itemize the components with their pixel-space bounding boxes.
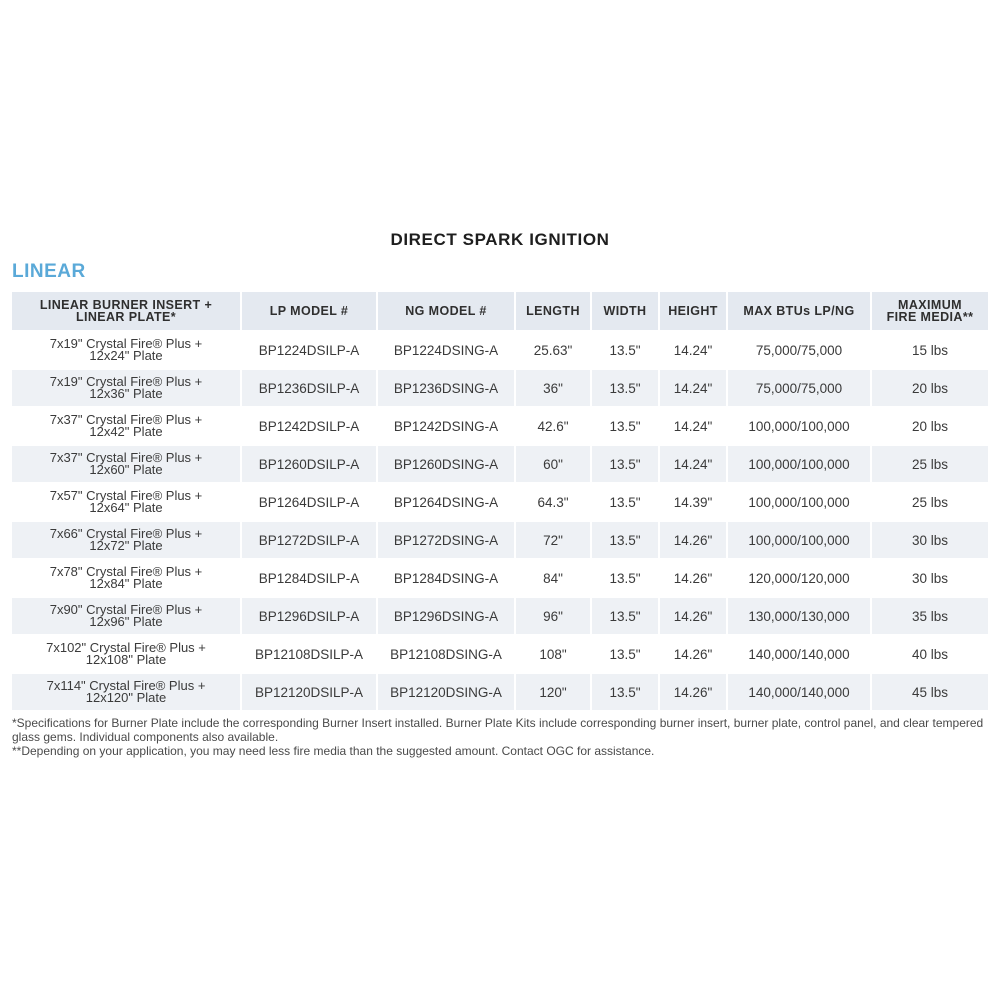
height-cell: 14.39" <box>660 484 728 522</box>
insert-description: 7x37" Crystal Fire® Plus + <box>49 450 203 465</box>
ng-model-cell: BP1224DSING-A <box>378 332 516 370</box>
ng-model-cell: BP12120DSING-A <box>378 674 516 712</box>
insert-description: 7x19" Crystal Fire® Plus + <box>49 336 203 351</box>
fire-media-cell: 25 lbs <box>872 446 988 484</box>
ng-model-cell: BP1236DSING-A <box>378 370 516 408</box>
table-row <box>12 560 988 598</box>
length-cell: 42.6" <box>516 408 592 446</box>
max-btus-cell: 140,000/140,000 <box>728 636 872 674</box>
description-cell <box>12 636 242 674</box>
description-cell <box>12 484 242 522</box>
spec-table <box>12 292 988 712</box>
height-cell: 14.26" <box>660 674 728 712</box>
description-cell <box>12 332 242 370</box>
lp-model-cell: BP1272DSILP-A <box>242 522 378 560</box>
fire-media-cell: 30 lbs <box>872 522 988 560</box>
footnote-fire-media: **Depending on your application, you may need less fire media than the suggested amount. Contact OGC for assistance. <box>12 744 655 758</box>
table-row <box>12 522 988 560</box>
plate-description: 12x108" Plate <box>85 652 167 667</box>
lp-model-cell: BP1236DSILP-A <box>242 370 378 408</box>
fire-media-cell: 30 lbs <box>872 560 988 598</box>
table-row <box>12 636 988 674</box>
length-cell: 96" <box>516 598 592 636</box>
max-btus-cell: 130,000/130,000 <box>728 598 872 636</box>
insert-description: 7x66" Crystal Fire® Plus + <box>49 526 203 541</box>
length-cell: 72" <box>516 522 592 560</box>
width-cell: 13.5" <box>592 370 660 408</box>
insert-description: 7x37" Crystal Fire® Plus + <box>49 412 203 427</box>
max-btus-cell: 100,000/100,000 <box>728 522 872 560</box>
insert-description: 7x78" Crystal Fire® Plus + <box>49 564 203 579</box>
plate-description: 12x24" Plate <box>89 348 163 363</box>
width-cell: 13.5" <box>592 674 660 712</box>
lp-model-cell: BP1242DSILP-A <box>242 408 378 446</box>
lp-model-cell: BP1284DSILP-A <box>242 560 378 598</box>
column-header-description: LINEAR BURNER INSERT + LINEAR PLATE* <box>12 292 242 332</box>
ng-model-cell: BP1296DSING-A <box>378 598 516 636</box>
length-cell: 36" <box>516 370 592 408</box>
footnotes <box>12 716 988 758</box>
description-cell <box>12 370 242 408</box>
max-btus-cell: 100,000/100,000 <box>728 408 872 446</box>
table-row <box>12 370 988 408</box>
description-cell <box>12 522 242 560</box>
column-header-length: LENGTH <box>516 292 592 332</box>
column-header-lp-model: LP MODEL # <box>242 292 378 332</box>
ng-model-cell: BP1272DSING-A <box>378 522 516 560</box>
lp-model-cell: BP1224DSILP-A <box>242 332 378 370</box>
ng-model-cell: BP1284DSING-A <box>378 560 516 598</box>
ng-model-cell: BP1260DSING-A <box>378 446 516 484</box>
height-cell: 14.24" <box>660 370 728 408</box>
column-header-ng-model: NG MODEL # <box>378 292 516 332</box>
column-header-fire-media: MAXIMUM FIRE MEDIA** <box>872 292 988 332</box>
width-cell: 13.5" <box>592 636 660 674</box>
description-cell <box>12 560 242 598</box>
max-btus-cell: 100,000/100,000 <box>728 446 872 484</box>
page-title: DIRECT SPARK IGNITION <box>390 230 610 249</box>
plate-description: 12x120" Plate <box>85 690 167 705</box>
height-cell: 14.26" <box>660 598 728 636</box>
fire-media-cell: 35 lbs <box>872 598 988 636</box>
max-btus-cell: 75,000/75,000 <box>728 332 872 370</box>
lp-model-cell: BP12120DSILP-A <box>242 674 378 712</box>
table-row <box>12 446 988 484</box>
table-row <box>12 408 988 446</box>
table-row <box>12 674 988 712</box>
fire-media-cell: 45 lbs <box>872 674 988 712</box>
plate-description: 12x96" Plate <box>89 614 163 629</box>
height-cell: 14.24" <box>660 446 728 484</box>
table-row <box>12 484 988 522</box>
width-cell: 13.5" <box>592 598 660 636</box>
lp-model-cell: BP1296DSILP-A <box>242 598 378 636</box>
plate-description: 12x36" Plate <box>89 386 163 401</box>
insert-description: 7x57" Crystal Fire® Plus + <box>49 488 203 503</box>
fire-media-cell: 40 lbs <box>872 636 988 674</box>
lp-model-cell: BP1264DSILP-A <box>242 484 378 522</box>
insert-description: 7x114" Crystal Fire® Plus + <box>46 678 206 693</box>
length-cell: 84" <box>516 560 592 598</box>
table-header-row <box>12 292 988 332</box>
description-cell <box>12 674 242 712</box>
plate-description: 12x72" Plate <box>89 538 163 553</box>
max-btus-cell: 120,000/120,000 <box>728 560 872 598</box>
ng-model-cell: BP1264DSING-A <box>378 484 516 522</box>
section-title: LINEAR <box>12 261 86 282</box>
footnote-specifications: *Specifications for Burner Plate include the corresponding Burner Insert installed. Burner Plate Kits include corresponding burner insert, burner plate, control panel, and clear tempered glass gems. Individual components also available. <box>12 716 984 744</box>
width-cell: 13.5" <box>592 408 660 446</box>
ng-model-cell: BP1242DSING-A <box>378 408 516 446</box>
column-header-max-btus: MAX BTUs LP/NG <box>728 292 872 332</box>
ng-model-cell: BP12108DSING-A <box>378 636 516 674</box>
column-header-height: HEIGHT <box>660 292 728 332</box>
fire-media-cell: 15 lbs <box>872 332 988 370</box>
fire-media-cell: 20 lbs <box>872 408 988 446</box>
table-body <box>12 332 988 712</box>
lp-model-cell: BP12108DSILP-A <box>242 636 378 674</box>
column-header-width: WIDTH <box>592 292 660 332</box>
width-cell: 13.5" <box>592 560 660 598</box>
table-row <box>12 598 988 636</box>
length-cell: 25.63" <box>516 332 592 370</box>
plate-description: 12x42" Plate <box>89 424 163 439</box>
length-cell: 60" <box>516 446 592 484</box>
width-cell: 13.5" <box>592 522 660 560</box>
description-cell <box>12 598 242 636</box>
length-cell: 108" <box>516 636 592 674</box>
length-cell: 64.3" <box>516 484 592 522</box>
description-cell <box>12 408 242 446</box>
max-btus-cell: 140,000/140,000 <box>728 674 872 712</box>
insert-description: 7x90" Crystal Fire® Plus + <box>49 602 203 617</box>
plate-description: 12x64" Plate <box>89 500 163 515</box>
fire-media-cell: 25 lbs <box>872 484 988 522</box>
insert-description: 7x102" Crystal Fire® Plus + <box>46 640 206 655</box>
description-cell <box>12 446 242 484</box>
height-cell: 14.26" <box>660 636 728 674</box>
lp-model-cell: BP1260DSILP-A <box>242 446 378 484</box>
width-cell: 13.5" <box>592 332 660 370</box>
max-btus-cell: 100,000/100,000 <box>728 484 872 522</box>
max-btus-cell: 75,000/75,000 <box>728 370 872 408</box>
plate-description: 12x60" Plate <box>89 462 163 477</box>
plate-description: 12x84" Plate <box>89 576 163 591</box>
spec-sheet <box>12 228 988 758</box>
height-cell: 14.24" <box>660 332 728 370</box>
height-cell: 14.26" <box>660 522 728 560</box>
width-cell: 13.5" <box>592 446 660 484</box>
height-cell: 14.24" <box>660 408 728 446</box>
table-row <box>12 332 988 370</box>
width-cell: 13.5" <box>592 484 660 522</box>
fire-media-cell: 20 lbs <box>872 370 988 408</box>
insert-description: 7x19" Crystal Fire® Plus + <box>49 374 203 389</box>
height-cell: 14.26" <box>660 560 728 598</box>
length-cell: 120" <box>516 674 592 712</box>
